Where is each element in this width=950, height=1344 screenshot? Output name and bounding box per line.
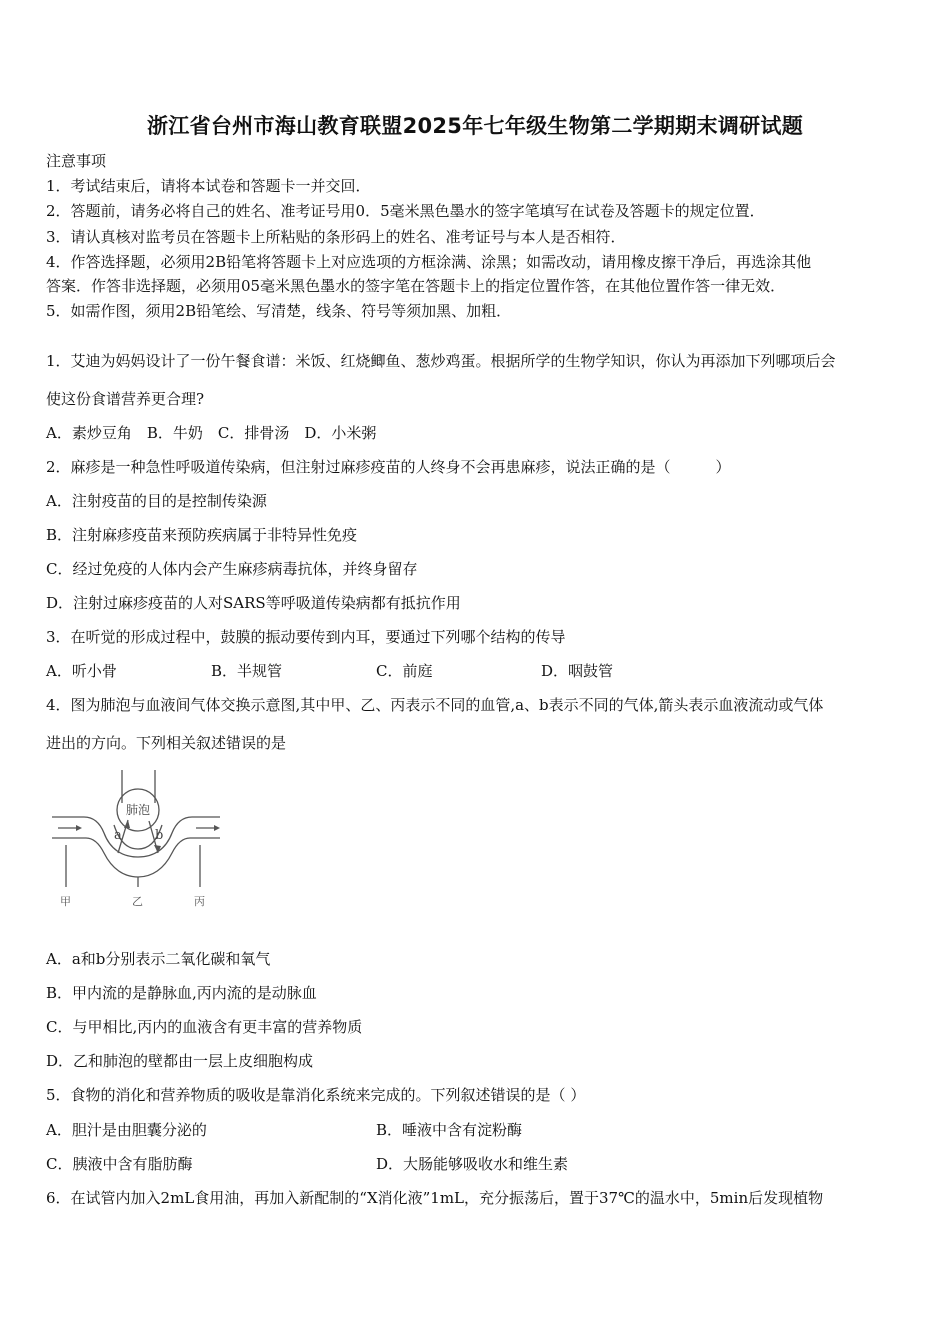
q3-stem: 3．在听觉的形成过程中，鼓膜的振动要传到内耳，要通过下列哪个结构的传导 (46, 628, 566, 646)
q3-option-c: C．前庭 (376, 662, 433, 680)
q6-stem-line1: 6．在试管内加入2mL食用油，再加入新配制的“X消化液”1mL，充分振荡后，置于37℃的温水中，5min后发现植物 (46, 1189, 824, 1207)
page-title: 浙江省台州市海山教育联盟2025年七年级生物第二学期期末调研试题 (146, 114, 804, 138)
notice-item: 5．如需作图，须用2B铅笔绘、写清楚，线条、符号等须加黑、加粗． (46, 302, 512, 320)
q1-stem-line1: 1．艾迪为妈妈设计了一份午餐食谱：米饭、红烧鲫鱼、葱炒鸡蛋。根据所学的生物学知识，你认为再添加下列哪项后会 (46, 352, 836, 370)
figure-label-gas-a: a (114, 828, 122, 843)
q3-option-b: B．半规管 (211, 662, 283, 680)
q5-option-a: A．胆汁是由胆囊分泌的 (46, 1121, 207, 1139)
q5-stem: 5．食物的消化和营养物质的吸收是靠消化系统来完成的。下列叙述错误的是（ ） (46, 1086, 586, 1104)
figure-label-alveolus: 肺泡 (126, 803, 151, 817)
q1-options: A．素炒豆角 B．牛奶 C．排骨汤 D．小米粥 (46, 424, 377, 442)
q2-option-a: A．注射疫苗的目的是控制传染源 (46, 492, 267, 510)
q5-option-c: C．胰液中含有脂肪酶 (46, 1155, 193, 1173)
notice-item: 4．作答选择题，必须用2B铅笔将答题卡上对应选项的方框涂满、涂黑；如需改动，请用橡皮擦干净后，再选涂其他 (46, 253, 812, 271)
q3-option-d: D．咽鼓管 (541, 662, 614, 680)
q4-option-b: B．甲内流的是静脉血,丙内流的是动脉血 (46, 984, 317, 1002)
q3-option-a: A．听小骨 (46, 662, 117, 680)
figure-label-gas-b: b (155, 828, 164, 843)
q4-stem-line2: 进出的方向。下列相关叙述错误的是 (46, 734, 287, 752)
q4-option-a: A．a和b分别表示二氧化碳和氧气 (46, 950, 271, 968)
q1-stem-line2: 使这份食谱营养更合理? (46, 390, 205, 408)
notice-item: 1．考试结束后，请将本试卷和答题卡一并交回． (46, 177, 371, 195)
notice-item: 3．请认真核对监考员在答题卡上所粘贴的条形码上的姓名、准考证号与本人是否相符． (46, 228, 626, 246)
q4-stem-line1: 4．图为肺泡与血液间气体交换示意图,其中甲、乙、丙表示不同的血管,a、b表示不同的气体,箭头表示血液流动或气体 (46, 696, 824, 714)
q4-option-c: C．与甲相比,丙内的血液含有更丰富的营养物质 (46, 1018, 363, 1036)
q5-option-b: B．唾液中含有淀粉酶 (376, 1121, 523, 1139)
q2-stem: 2．麻疹是一种急性呼吸道传染病，但注射过麻疹疫苗的人终身不会再患麻疹，说法正确的是（ ） (46, 458, 731, 476)
q2-option-b: B．注射麻疹疫苗来预防疾病属于非特异性免疫 (46, 526, 358, 544)
notice-heading: 注意事项 (46, 152, 107, 170)
q2-option-c: C．经过免疫的人体内会产生麻疹病毒抗体，并终身留存 (46, 560, 418, 578)
notice-item: 2．答题前，请务必将自己的姓名、准考证号用0．5毫米黑色墨水的签字笔填写在试卷及答题卡的规定位置． (46, 202, 765, 220)
figure-label-vessel-yi: 乙 (132, 895, 143, 908)
q2-option-d: D．注射过麻疹疫苗的人对SARS等呼吸道传染病都有抵抗作用 (46, 594, 461, 612)
figure-label-vessel-bing: 丙 (194, 895, 205, 908)
q5-option-d: D．大肠能够吸收水和维生素 (376, 1155, 569, 1173)
figure-label-vessel-jia: 甲 (60, 895, 71, 908)
q4-option-d: D．乙和肺泡的壁都由一层上皮细胞构成 (46, 1052, 314, 1070)
alveolus-gas-exchange-figure (44, 765, 224, 915)
notice-item: 答案．作答非选择题，必须用05毫米黑色墨水的签字笔在答题卡上的指定位置作答，在其他位置作答一律无效． (46, 277, 786, 295)
